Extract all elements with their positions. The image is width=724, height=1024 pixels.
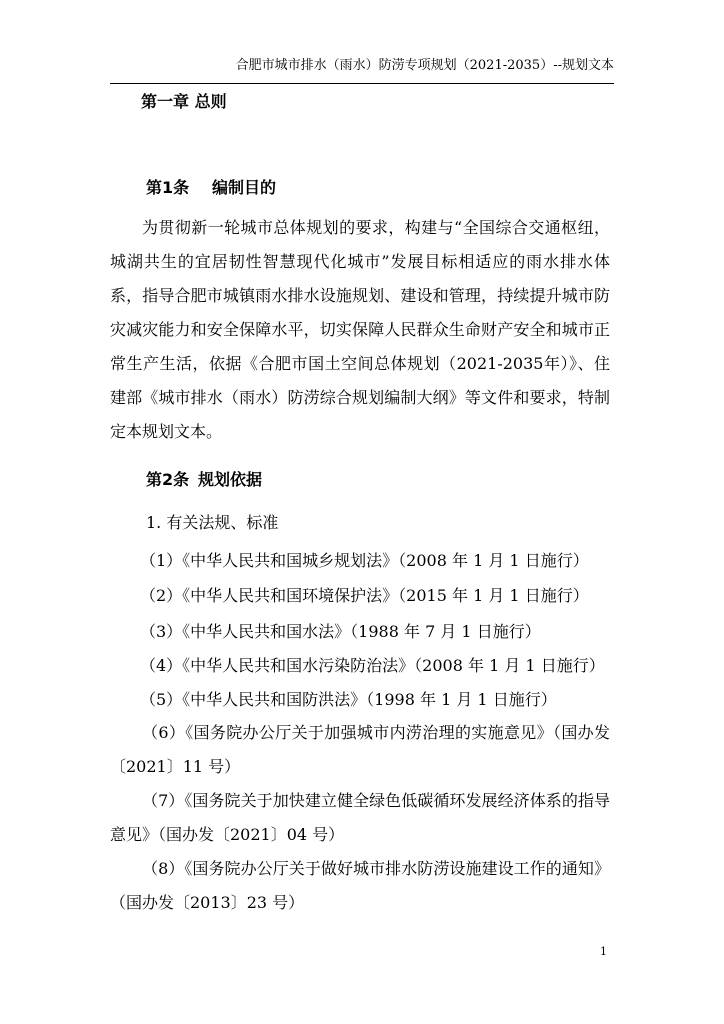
page-number: 1 [600,945,607,958]
list-item: （4）《中华人民共和国水污染防治法》（2008 年 1 月 1 日施行） [140,656,605,675]
list-item: （7）《国务院关于加快建立健全绿色低碳循环发展经济体系的指导意见》（国办发〔2021〕04 号） [110,791,610,844]
article-2-number: 第2条 [146,470,190,489]
running-header: 合肥市城市排水（雨水）防涝专项规划（2021-2035）--规划文本 [235,58,614,73]
list-item: （5）《中华人民共和国防洪法》（1998 年 1 月 1 日施行） [140,690,557,709]
list-item: （1）《中华人民共和国城乡规划法》（2008 年 1 月 1 日施行） [140,551,589,570]
article-1-title: 编制目的 [212,178,277,197]
subsection-heading: 1. 有关法规、标准 [146,513,279,532]
article-2-title: 规划依据 [198,470,263,489]
article-1-number: 第1条 [146,178,190,197]
list-item: （8）《国务院办公厅关于做好城市排水防涝设施建设工作的通知》（国办发〔2013〕23 号） [110,859,610,912]
chapter-title: 第一章 总则 [141,92,227,111]
list-item: （6）《国务院办公厅关于加强城市内涝治理的实施意见》（国办发〔2021〕11 号） [110,723,610,776]
article-2-heading [146,468,262,492]
list-item: （3）《中华人民共和国水法》（1988 年 7 月 1 日施行） [140,622,541,641]
header-divider [110,83,614,84]
article-1-paragraph: 为贯彻新一轮城市总体规划的要求，构建与“全国综合交通枢纽，城湖共生的宜居韧性智慧现代化城市”发展目标相适应的雨水排水体系，指导合肥市城镇雨水排水设施规划、建设和管理，持续提升城市防灾减灾能力和安全保障水平，切实保障人民群众生命财产安全和城市正常生产生活，依据《合肥市国土空间总体规划（2021-2035年）》、住建部《城市排水（雨水）防涝综合规划编制大纲》等文件和要求，特制定本规划文本。 [110,218,610,441]
article-1-heading [146,176,276,200]
list-item: （2）《中华人民共和国环境保护法》（2015 年 1 月 1 日施行） [140,586,589,605]
